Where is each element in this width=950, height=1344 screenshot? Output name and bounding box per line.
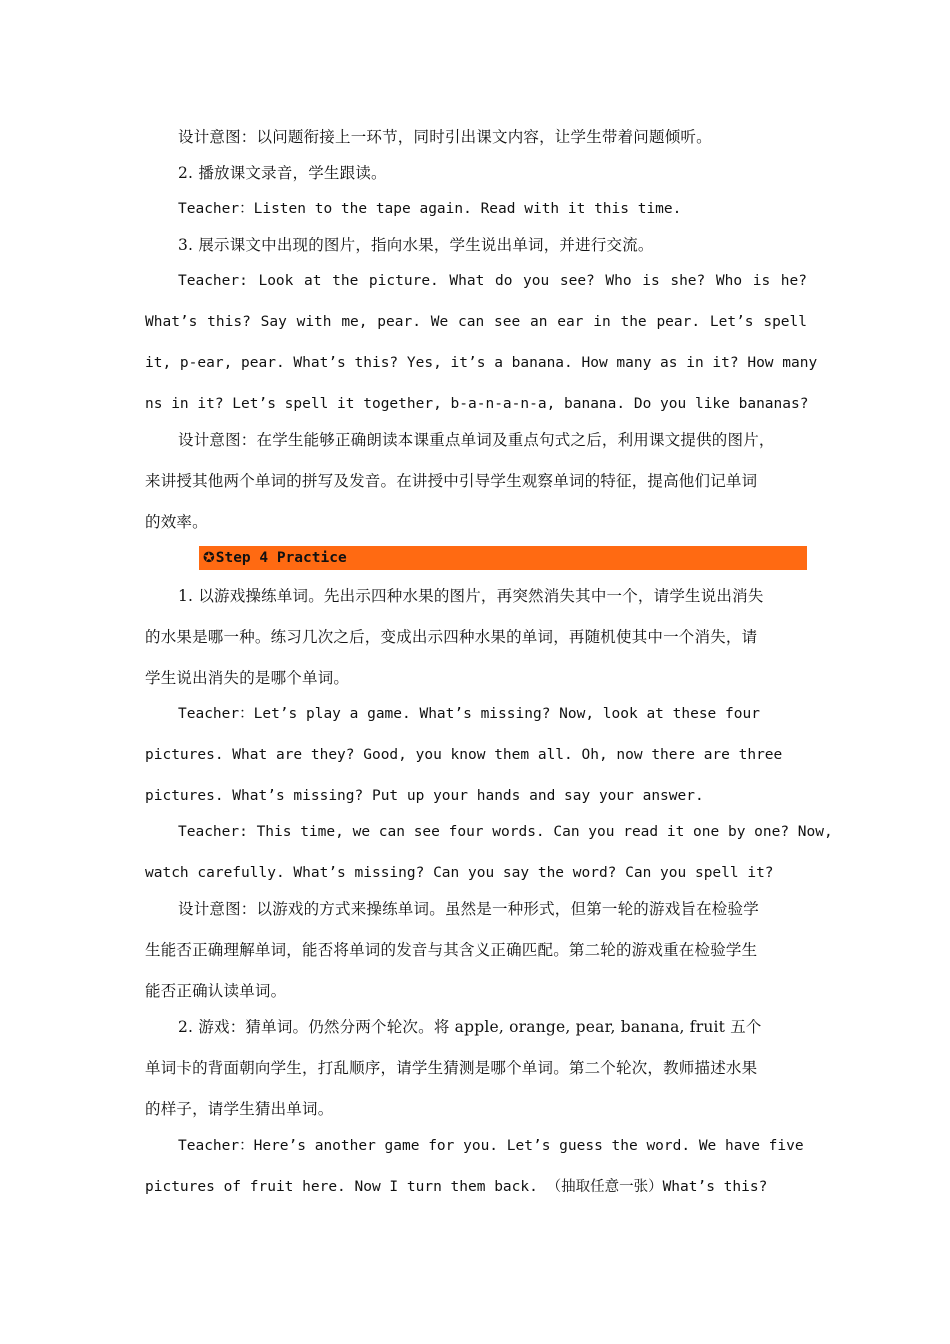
step-item-2-play-recording: 2. 播放课文录音，学生跟读。 xyxy=(178,164,387,182)
step-item-3-show-pictures: 3. 展示课文中出现的图片，指向水果，学生说出单词，并进行交流。 xyxy=(178,236,654,254)
practice-item-2-line-2: 单词卡的背面朝向学生，打乱顺序，请学生猜测是哪个单词。第二个轮次，教师描述水果 xyxy=(145,1059,758,1077)
practice-item-1-line-2: 的水果是哪一种。练习几次之后，变成出示四种水果的单词，再随机使其中一个消失，请 xyxy=(145,628,758,646)
practice-item-1-line-3: 学生说出消失的是哪个单词。 xyxy=(145,669,350,687)
design-intent-paragraph-1: 设计意图：以问题衔接上一环节，同时引出课文内容，让学生带着问题倾听。 xyxy=(178,128,712,146)
teacher-dialogue-listen: Teacher：Listen to the tape again. Read with it this time. xyxy=(178,201,682,217)
teacher-dialogue-look-line-2: What’s this? Say with me, pear. We can see an ear in the pear. Let’s spell xyxy=(145,314,807,330)
teacher-dialogue-words-line-2: watch carefully. What’s missing? Can you say the word? Can you spell it? xyxy=(145,865,774,881)
step-heading-label: Step 4 Practice xyxy=(215,550,347,566)
teacher-dialogue-words-line-1: Teacher: This time, we can see four words. Can you read it one by one? Now, xyxy=(178,824,833,840)
gear-icon: ✪ xyxy=(203,550,215,566)
design-intent-paragraph-3-line-1: 设计意图：以游戏的方式来操练单词。虽然是一种形式，但第一轮的游戏旨在检验学 xyxy=(178,900,759,918)
teacher-dialogue-look-line-4: ns in it? Let’s spell it together, b-a-n-a-n-a, banana. Do you like bananas? xyxy=(145,396,809,412)
teacher-dialogue-look-line-1: Teacher: Look at the picture. What do you see? Who is she? Who is he? xyxy=(178,273,807,289)
teacher-dialogue-guess-line-2: pictures of fruit here. Now I turn them back. （抽取任意一张）What’s this? xyxy=(145,1179,768,1195)
teacher-dialogue-look-line-3: it, p-ear, pear. What’s this? Yes, it’s a banana. How many as in it? How many xyxy=(145,355,818,371)
design-intent-paragraph-3-line-3: 能否正确认读单词。 xyxy=(145,982,287,1000)
practice-item-1-line-1: 1. 以游戏操练单词。先出示四种水果的图片，再突然消失其中一个，请学生说出消失 xyxy=(178,587,764,605)
teacher-dialogue-game-line-1: Teacher：Let’s play a game. What’s missing? Now, look at these four xyxy=(178,706,760,722)
step-4-practice-heading xyxy=(199,546,807,570)
practice-item-2-line-3: 的样子，请学生猜出单词。 xyxy=(145,1100,334,1118)
teacher-dialogue-game-line-3: pictures. What’s missing? Put up your hands and say your answer. xyxy=(145,788,704,804)
teacher-dialogue-guess-line-1: Teacher：Here’s another game for you. Let’s guess the word. We have five xyxy=(178,1138,804,1154)
design-intent-paragraph-2-line-1: 设计意图：在学生能够正确朗读本课重点单词及重点句式之后，利用课文提供的图片， xyxy=(178,431,775,449)
practice-item-2-line-1: 2. 游戏：猜单词。仍然分两个轮次。将 apple, orange, pear, banana, fruit 五个 xyxy=(178,1018,762,1036)
design-intent-paragraph-3-line-2: 生能否正确理解单词，能否将单词的发音与其含义正确匹配。第二轮的游戏重在检验学生 xyxy=(145,941,758,959)
design-intent-paragraph-2-line-2: 来讲授其他两个单词的拼写及发音。在讲授中引导学生观察单词的特征，提高他们记单词 xyxy=(145,472,758,490)
design-intent-paragraph-2-line-3: 的效率。 xyxy=(145,513,208,531)
teacher-dialogue-game-line-2: pictures. What are they? Good, you know them all. Oh, now there are three xyxy=(145,747,783,763)
